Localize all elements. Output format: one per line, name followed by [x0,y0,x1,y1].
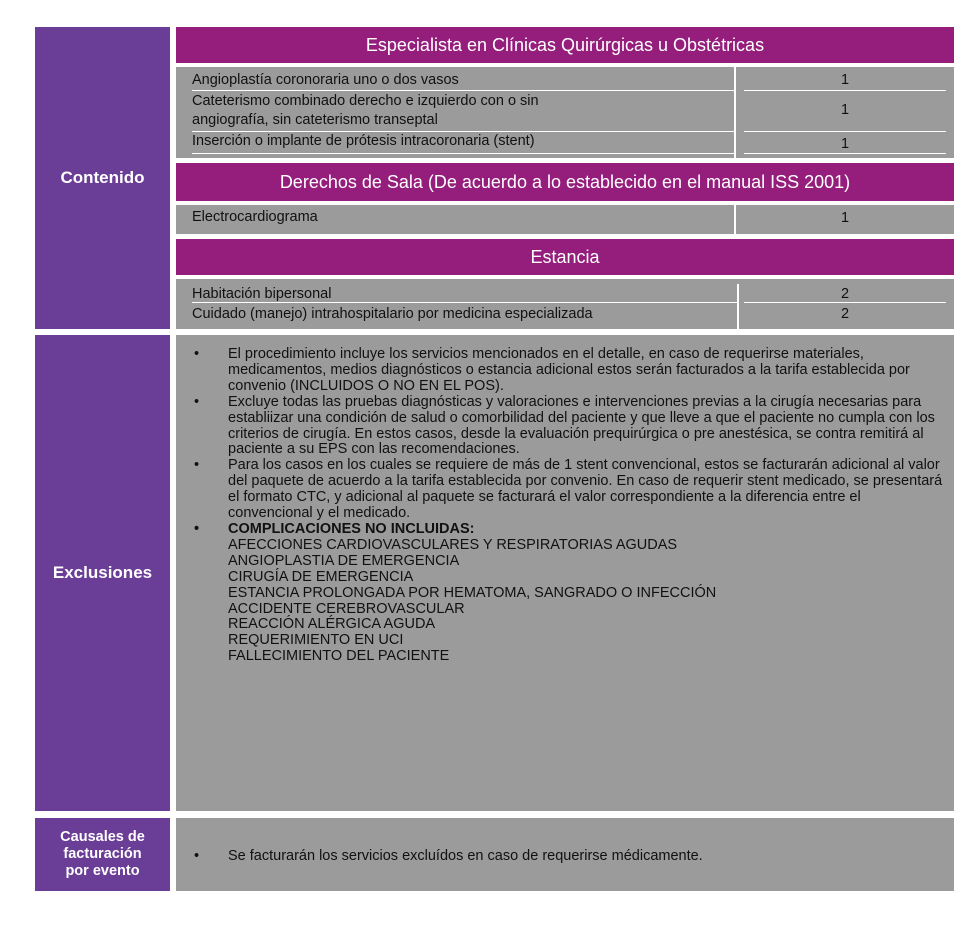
contenido-label: Contenido [60,168,145,187]
bullet-icon: • [194,457,200,474]
section-header-especialista [176,27,954,63]
item-qty: 1 [840,102,850,118]
exclusion-text: Para los casos en los cuales se requiere de más de 1 stent convencional, estos se facturarán adicional al valor del paquete de acuerdo a la tarifa establecida por convenio. En caso de requerir stent medicado, se presentará el formato CTC, y adicional al paquete se facturará el valor correspondiente a la diferencia entre el convencional y el medicado. [228,457,943,522]
exclusiones-label: Exclusiones [52,563,153,582]
row-divider [744,153,946,154]
bullet-icon: • [194,346,200,362]
item-name-cont: angiografía, sin cateterismo transeptal [192,112,438,128]
complicacion-item: ANGIOPLASTIA DE EMERGENCIA [228,552,460,569]
item-name: Cateterismo combinado derecho e izquierdo con o sin [192,93,539,109]
item-qty: 2 [840,286,850,302]
complicacion-item: ACCIDENTE CEREBROVASCULAR [228,600,465,617]
contenido-label-cell [35,27,170,329]
complicacion-item: REACCIÓN ALÉRGICA AGUDA [228,616,436,633]
causales-label-line: Causales de [60,829,145,845]
item-qty: 2 [840,306,850,322]
complicacion-item: ESTANCIA PROLONGADA POR HEMATOMA, SANGRADO O INFECCIÓN [228,584,717,601]
item-name: Angioplastía coronoraria uno o dos vasos [192,72,459,88]
item-qty: 1 [840,72,850,88]
exclusion-text: El procedimiento incluye los servicios mencionados en el detalle, en caso de requerirse materiales, medicamentos, medios diagnósticos o estancia adicional estos serán facturados a la tarifa establecida por convenio (INCLUIDOS O NO EN EL POS). [228,346,910,394]
causales-text: Se facturarán los servicios excluídos en caso de requerirse médicamente. [228,848,703,864]
complicacion-item: REQUERIMIENTO EN UCI [228,632,404,649]
row-divider [192,302,737,303]
causales-label-cell [35,818,170,891]
bullet-icon: • [194,848,200,864]
causales-label-line: facturación [63,846,142,862]
list-item [192,458,944,522]
list-item-complicaciones [192,522,944,665]
bullet-icon: • [194,393,200,410]
row-divider [744,90,946,91]
complicaciones-title: COMPLICACIONES NO INCLUIDAS: [228,520,475,537]
item-qty: 1 [840,210,850,226]
section-title: Especialista en Clínicas Quirúrgicas u Obstétricas [365,34,765,55]
section-title: Derechos de Sala (De acuerdo a lo establecido en el manual ISS 2001) [279,171,851,192]
section-header-estancia [176,239,954,275]
item-qty: 1 [840,136,850,152]
item-name: Cuidado (manejo) intrahospitalario por medicina especializada [192,306,593,322]
section-header-derechos-sala [176,163,954,201]
item-name: Habitación bipersonal [192,286,332,302]
list-item [192,347,944,395]
complicaciones-list [228,538,944,665]
column-divider [734,67,736,158]
complicacion-item: CIRUGÍA DE EMERGENCIA [228,568,414,585]
row-divider [192,153,734,154]
exclusion-text: Excluye todas las pruebas diagnósticas y valoraciones e intervenciones previas a la cirugía necesarias para establiizar una condición de salud o comorbilidad del paciente y que lleve a que el paciente no cumpla con los criterios de cirugía. En estos casos, desde la evaluación prequirúrgica o pre anestésica, se contra remitirá al paciente a su EPS con las recomendaciones. [228,393,935,458]
row-divider [192,90,734,91]
column-divider [737,284,739,329]
exclusiones-label-cell [35,335,170,811]
causales-label-line: por evento [65,863,140,879]
list-item [192,395,944,459]
bullet-icon: • [194,520,200,537]
section-title: Estancia [530,246,600,267]
row-divider [744,131,946,132]
exclusiones-list [192,347,944,665]
item-name: Electrocardiograma [192,209,318,225]
column-divider [734,205,736,234]
item-name: Inserción o implante de prótesis intracoronaria (stent) [192,133,535,149]
row-divider [744,302,946,303]
complicacion-item: FALLECIMIENTO DEL PACIENTE [228,648,450,665]
causales-item [192,848,703,864]
row-divider [192,131,734,132]
complicacion-item: AFECCIONES CARDIOVASCULARES Y RESPIRATORIAS AGUDAS [228,536,678,553]
